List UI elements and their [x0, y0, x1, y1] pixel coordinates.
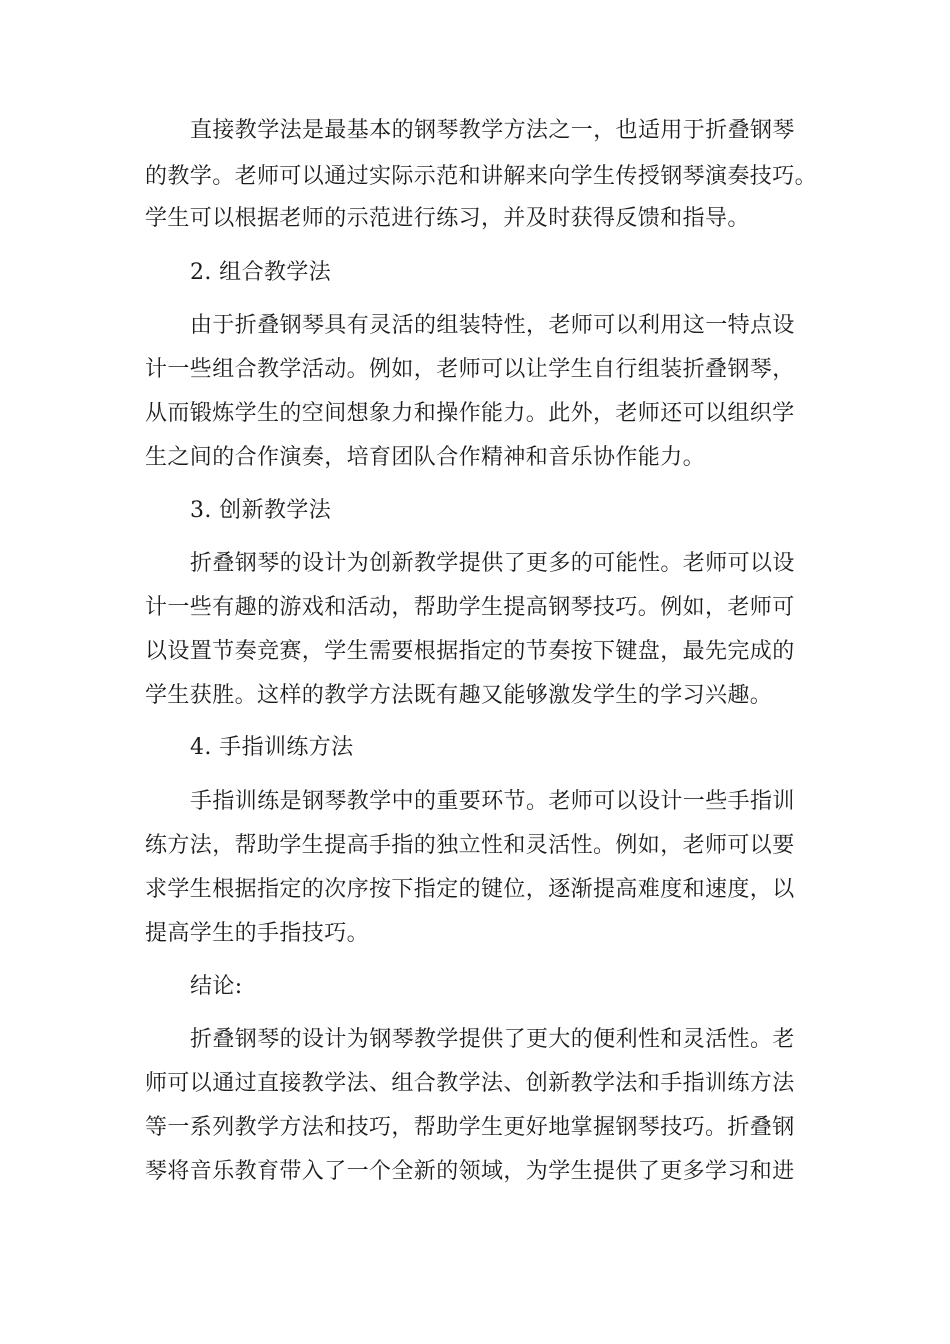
paragraph-line: 手指训练是钢琴教学中的重要环节。老师可以设计一些手指训 [190, 789, 795, 814]
paragraph-line: 生之间的合作演奏，培育团队合作精神和音乐协作能力。 [145, 445, 706, 470]
paragraph-line: 学生获胜。这样的教学方法既有趣又能够激发学生的学习兴趣。 [145, 683, 773, 708]
paragraph-line: 练方法，帮助学生提高手指的独立性和灵活性。例如，老师可以要 [145, 833, 795, 858]
paragraph-line: 求学生根据指定的次序按下指定的键位，逐渐提高难度和速度，以 [145, 877, 795, 902]
paragraph-line: 琴将音乐教育带入了一个全新的领域，为学生提供了更多学习和进 [145, 1159, 795, 1184]
paragraph-line: 由于折叠钢琴具有灵活的组装特性，老师可以利用这一特点设 [190, 313, 795, 338]
paragraph-line: 折叠钢琴的设计为创新教学提供了更多的可能性。老师可以设 [190, 551, 795, 576]
paragraph-line: 以设置节奏竞赛，学生需要根据指定的节奏按下键盘，最先完成的 [145, 639, 795, 664]
paragraph-line: 学生可以根据老师的示范进行练习，并及时获得反馈和指导。 [145, 206, 750, 231]
section-heading: 3. 创新教学法 [190, 498, 332, 523]
section-heading: 2. 组合教学法 [190, 260, 332, 285]
paragraph-line: 从而锻炼学生的空间想象力和操作能力。此外，老师还可以组织学 [145, 401, 795, 426]
conclusion-heading: 结论: [190, 974, 243, 999]
paragraph-line: 折叠钢琴的设计为钢琴教学提供了更大的便利性和灵活性。老 [190, 1027, 795, 1052]
paragraph-line: 计一些组合教学活动。例如，老师可以让学生自行组装折叠钢琴， [145, 357, 795, 382]
section-heading: 4. 手指训练方法 [190, 735, 354, 760]
paragraph-line: 师可以通过直接教学法、组合教学法、创新教学法和手指训练方法 [145, 1071, 795, 1096]
paragraph-line: 等一系列教学方法和技巧，帮助学生更好地掌握钢琴技巧。折叠钢 [145, 1115, 795, 1140]
paragraph-line: 直接教学法是最基本的钢琴教学方法之一，也适用于折叠钢琴 [190, 118, 795, 143]
paragraph-line: 计一些有趣的游戏和活动，帮助学生提高钢琴技巧。例如，老师可 [145, 595, 795, 620]
paragraph-line: 的教学。老师可以通过实际示范和讲解来向学生传授钢琴演奏技巧。 [145, 164, 818, 189]
paragraph-line: 提高学生的手指技巧。 [145, 921, 370, 946]
